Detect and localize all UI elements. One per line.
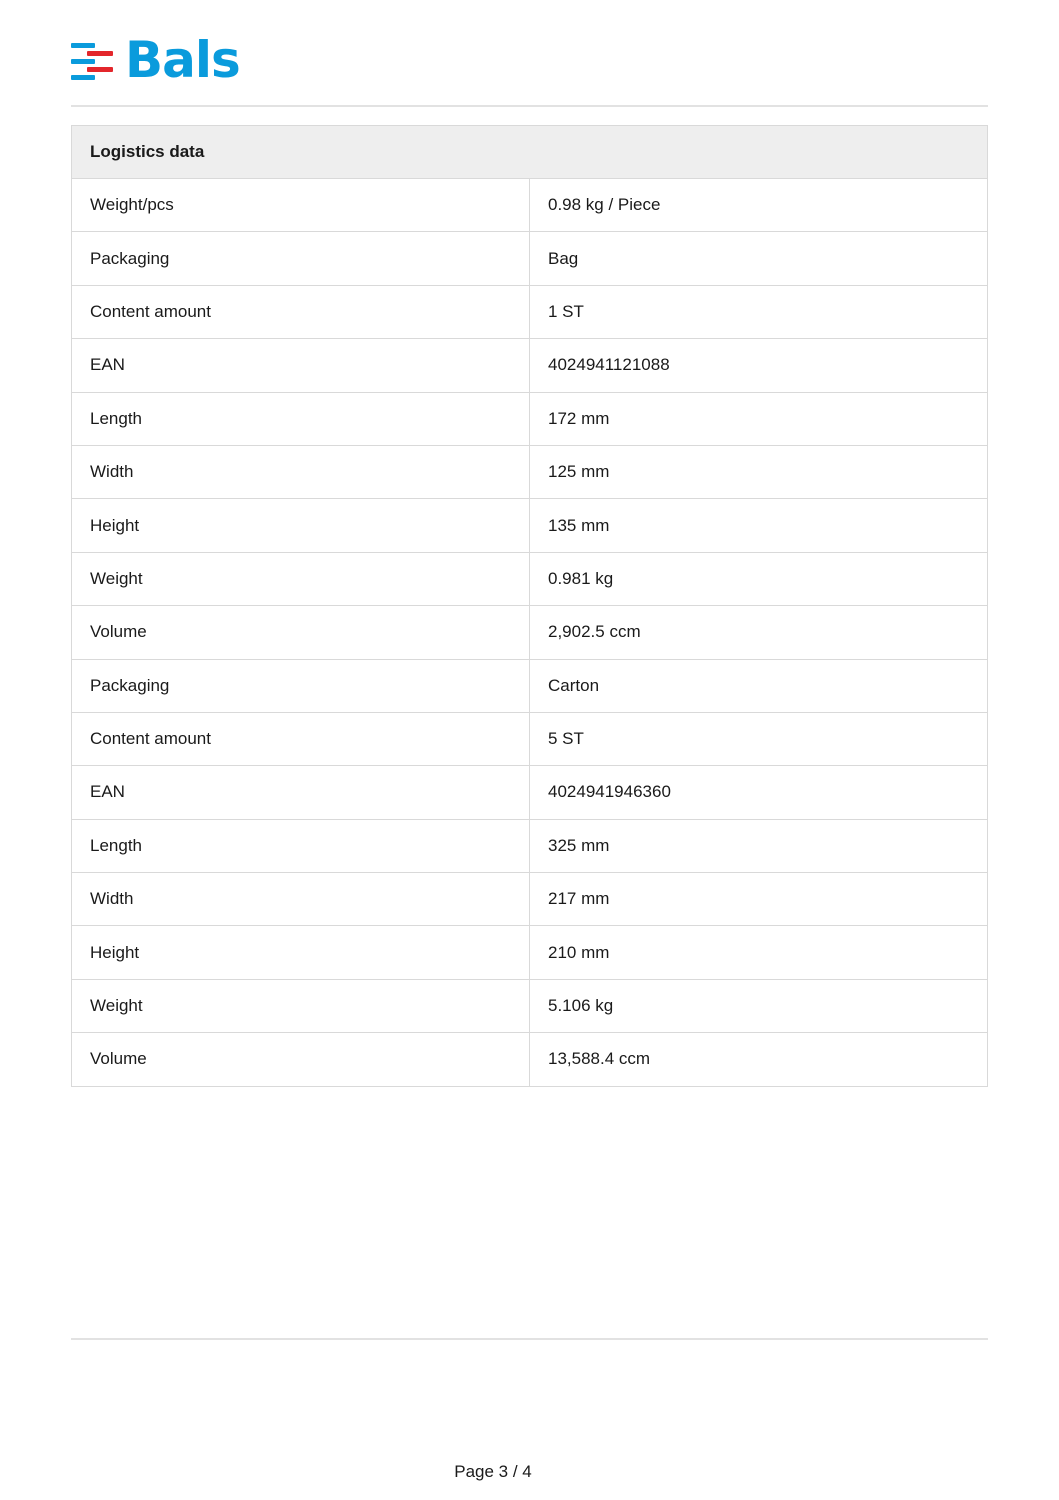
row-label: Width bbox=[72, 446, 530, 498]
row-label: EAN bbox=[72, 339, 530, 391]
table-row bbox=[72, 286, 987, 339]
table-row bbox=[72, 660, 987, 713]
row-value: 13,588.4 ccm bbox=[548, 1049, 651, 1069]
row-label: Height bbox=[72, 499, 530, 551]
row-value: 5.106 kg bbox=[548, 996, 614, 1016]
table-row bbox=[72, 499, 987, 552]
row-value: 217 mm bbox=[548, 889, 610, 909]
table-row bbox=[72, 339, 987, 392]
table-row bbox=[72, 820, 987, 873]
bals-logo-wordmark: Bals bbox=[125, 31, 240, 89]
row-value: 4024941946360 bbox=[548, 782, 671, 802]
row-value: 325 mm bbox=[548, 835, 610, 855]
row-value: 1 ST bbox=[548, 301, 584, 321]
table-row bbox=[72, 606, 987, 659]
row-label: Content amount bbox=[72, 286, 530, 338]
row-value: 0.98 kg / Piece bbox=[548, 195, 661, 215]
row-label: Volume bbox=[72, 606, 530, 658]
table-row bbox=[72, 766, 987, 819]
bals-logo bbox=[71, 31, 240, 89]
table-row bbox=[72, 446, 987, 499]
table-row bbox=[72, 713, 987, 766]
row-label: Width bbox=[72, 873, 530, 925]
footer-divider bbox=[71, 1338, 988, 1340]
row-value: 5 ST bbox=[548, 729, 584, 749]
table-row bbox=[72, 553, 987, 606]
table-row bbox=[72, 873, 987, 926]
bals-logo-icon bbox=[71, 39, 113, 81]
row-value: 210 mm bbox=[548, 942, 610, 962]
row-label: Content amount bbox=[72, 713, 530, 765]
row-label: Packaging bbox=[72, 232, 530, 284]
row-label: Length bbox=[72, 393, 530, 445]
row-value: 4024941121088 bbox=[548, 355, 670, 375]
row-label: Height bbox=[72, 926, 530, 978]
row-value: 125 mm bbox=[548, 462, 610, 482]
row-label: Weight/pcs bbox=[72, 179, 530, 231]
row-value: 172 mm bbox=[548, 408, 610, 428]
table-row bbox=[72, 232, 987, 285]
table-row bbox=[72, 393, 987, 446]
page-number: Page 3 / 4 bbox=[454, 1462, 532, 1481]
table-row bbox=[72, 1033, 987, 1086]
table-row bbox=[72, 980, 987, 1033]
row-value: 0.981 kg bbox=[548, 568, 614, 588]
table-row bbox=[72, 926, 987, 979]
row-label: Volume bbox=[72, 1033, 530, 1085]
row-value: 135 mm bbox=[548, 515, 610, 535]
row-label: Weight bbox=[72, 980, 530, 1032]
row-value: Bag bbox=[548, 248, 579, 268]
row-value: Carton bbox=[548, 675, 600, 695]
table-body bbox=[72, 179, 987, 1087]
row-label: Length bbox=[72, 820, 530, 872]
row-value: 2,902.5 ccm bbox=[548, 622, 641, 642]
row-label: Weight bbox=[72, 553, 530, 605]
row-label: EAN bbox=[72, 766, 530, 818]
row-label: Packaging bbox=[72, 660, 530, 712]
table-row bbox=[72, 179, 987, 232]
logistics-data-table bbox=[71, 125, 988, 1087]
header-divider bbox=[71, 105, 988, 107]
table-title: Logistics data bbox=[72, 126, 987, 179]
